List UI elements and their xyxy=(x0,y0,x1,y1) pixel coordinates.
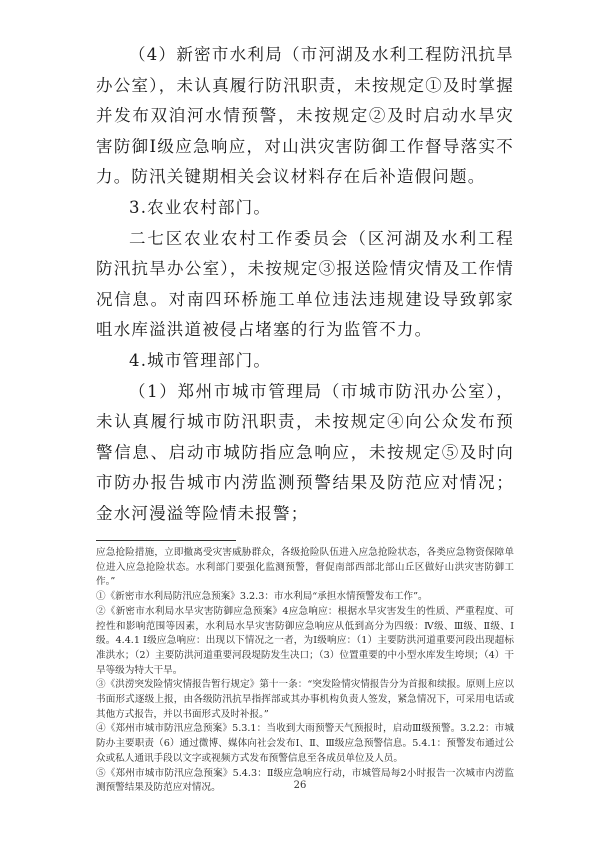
footnote-divider xyxy=(96,540,236,541)
paragraph: （4）新密市水利局（市河湖及水利工程防汛抗旱办公室），未认真履行防汛职责，未按规定①及时掌握并发布双洎河水情预警，未按规定②及时启动水旱灾害防御Ⅰ级应急响应，对山洪灾害防御工作督导落实不力。防汛关键期相关会议材料存在后补造假问题。 xyxy=(96,45,514,187)
footnote: ①《新密市水利局防汛应急预案》3.2.3：市水利局“承担水情预警发布工作”。 xyxy=(96,591,428,603)
main-text xyxy=(96,40,514,530)
paragraph: 二七区农业农村工作委员会（区河湖及水利工程防汛抗旱办公室），未按规定③报送险情灾情及工作情况信息。对南四环桥施工单位违法违规建设导致郭家咀水库溢洪道被侵占堵塞的行为监管不力。 xyxy=(96,228,514,340)
footnote: ⑤《郑州市城市防汛应急预案》5.4.3：Ⅱ级应急响应行动，市城管局每2小时报告一次城市内涝监测预警结果及防范应对情况。 xyxy=(96,767,514,794)
footnote: ③《洪涝突发险情灾情报告暂行规定》第十一条：“突发险情灾情报告分为首报和续报。原则上应以书面形式逐级上报，由各级防汛抗旱指挥部或其办事机构负责人签发，紧急情况下，可采用电话或其他方式报告，并以书面形式及时补报。” xyxy=(96,679,514,720)
paragraph: 4.城市管理部门。 xyxy=(129,350,272,370)
paragraph: （1）郑州市城市管理局（市城市防汛办公室），未认真履行城市防汛职责，未按规定④向公众发布预警信息、启动市城防指应急响应，未按规定⑤及时向市防办报告城市内涝监测预警结果及防范应对情况；金水河漫溢等险情未报警； xyxy=(96,381,514,523)
footnotes xyxy=(96,546,514,796)
page-number: 26 xyxy=(293,780,307,791)
footnote: 应急抢险措施，立即撤离受灾害威胁群众，各级抢险队伍进入应急抢险状态，各类应急物资保障单位进入应急抢险状态。水利部门要强化监测预警，督促南部西部北部山丘区做好山洪灾害防御工作。” xyxy=(96,547,514,588)
footnote: ④《郑州市城市防汛应急预案》5.3.1：当收到大雨预警天气预报时，启动Ⅲ级预警。3.2.2：市城防办主要职责（6）通过微博、媒体向社会发布Ⅰ、Ⅱ、Ⅲ级应急预警信息。5.4.1：预警发布通过公众或私人通讯手段以文字或视频方式发布预警信息至各成员单位及人员。 xyxy=(96,723,514,764)
footnote: ②《新密市水利局水旱灾害防御应急预案》4应急响应：根据水旱灾害发生的性质、严重程度、可控性和影响范围等因素，水利局水旱灾害防御应急响应从低到高分为四级：Ⅳ级、Ⅲ级、Ⅱ级、Ⅰ级。4.4.1 Ⅰ级应急响应：出现以下情况之一者，为Ⅰ级响应：（1）主要防洪河道重要河段出现超标准洪水；（2）主要防洪河道重要河段堤防发生决口；（3）位置重要的中小型水库发生垮坝；（4）干旱等级为特大干旱。 xyxy=(96,605,514,676)
paragraph: 3.农业农村部门。 xyxy=(129,197,272,217)
